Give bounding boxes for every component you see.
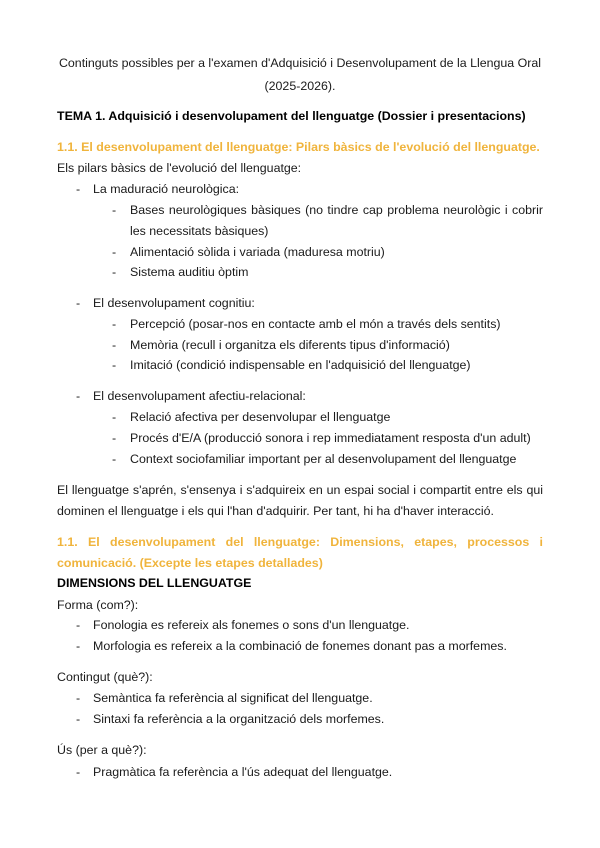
bullet-dash: - <box>112 358 117 372</box>
dimensions-title: DIMENSIONS DEL LLENGUATGE <box>57 576 252 590</box>
pillar3-item2: Procés d'E/A (producció sonora i rep immediatament resposta d'un adult) <box>130 431 531 445</box>
pillar2-item3: Imitació (condició indispensable en l'adquisició del llenguatge) <box>130 358 471 372</box>
bullet-dash: - <box>76 765 81 779</box>
section1-intro: Els pilars bàsics de l'evolució del llenguatge: <box>57 161 302 175</box>
forma-item2: Morfologia es refereix a la combinació de fonemes donant pas a morfemes. <box>93 639 507 653</box>
pillar1-item1-line2: les necessitats bàsiques) <box>130 224 269 238</box>
pillar2-label: El desenvolupament cognitiu: <box>93 296 255 310</box>
bullet-dash: - <box>76 618 81 632</box>
pillar2-item2: Memòria (recull i organitza els diferents tipus d'informació) <box>130 338 450 352</box>
section2-heading-line2: comunicació. (Excepte les etapes detallades) <box>57 556 323 570</box>
bullet-dash: - <box>112 245 117 259</box>
section1-heading: 1.1. El desenvolupament del llenguatge: Pilars bàsics de l'evolució del llenguatge. <box>57 140 540 154</box>
bullet-dash: - <box>112 410 117 424</box>
forma-label: Forma (com?): <box>57 598 139 612</box>
pillar1-label: La maduració neurològica: <box>93 182 240 196</box>
bullet-dash: - <box>76 182 81 196</box>
header-line-2: (2025-2026). <box>264 79 336 93</box>
contingut-item2: Sintaxi fa referència a la organització dels morfemes. <box>93 712 385 726</box>
bullet-dash: - <box>112 265 117 279</box>
pillar3-label: El desenvolupament afectiu-relacional: <box>93 389 306 403</box>
bullet-dash: - <box>76 296 81 310</box>
contingut-item1: Semàntica fa referència al significat del llenguatge. <box>93 691 373 705</box>
forma-item1: Fonologia es refereix als fonemes o sons d'un llenguatge. <box>93 618 410 632</box>
closing-line-1: El llenguatge s'aprén, s'ensenya i s'adquireix en un espai social i compartit entre els qui <box>57 483 543 497</box>
header-line-1: Continguts possibles per a l'examen d'Adquisició i Desenvolupament de la Llengua Oral <box>58 56 542 70</box>
bullet-dash: - <box>112 431 117 445</box>
pillar1-item2: Alimentació sòlida i variada (maduresa motriu) <box>130 245 385 259</box>
pillar3-item3: Context sociofamiliar important per al desenvolupament del llenguatge <box>130 452 517 466</box>
bullet-dash: - <box>76 639 81 653</box>
contingut-label: Contingut (què?): <box>57 670 153 684</box>
bullet-dash: - <box>76 712 81 726</box>
bullet-dash: - <box>112 452 117 466</box>
bullet-dash: - <box>112 317 117 331</box>
pillar2-item1: Percepció (posar-nos en contacte amb el món a través dels sentits) <box>130 317 501 331</box>
pillar1-item1-line1: Bases neurològiques bàsiques (no tindre cap problema neurològic i cobrir <box>130 203 543 217</box>
closing-line-2: dominen el llenguatge i els qui l'han d'adquirir. Per tant, hi ha d'haver interacció. <box>57 504 494 518</box>
bullet-dash: - <box>112 203 117 217</box>
us-label: Ús (per a què?): <box>57 743 147 757</box>
tema1-title: TEMA 1. Adquisició i desenvolupament del llenguatge (Dossier i presentacions) <box>57 109 526 123</box>
bullet-dash: - <box>76 389 81 403</box>
bullet-dash: - <box>76 691 81 705</box>
pillar3-item1: Relació afectiva per desenvolupar el llenguatge <box>130 410 391 424</box>
bullet-dash: - <box>112 338 117 352</box>
us-item1: Pragmàtica fa referència a l'ús adequat del llenguatge. <box>93 765 393 779</box>
section2-heading-line1: 1.1. El desenvolupament del llenguatge: Dimensions, etapes, processos i <box>57 535 543 549</box>
pillar1-item3: Sistema auditiu òptim <box>130 265 249 279</box>
